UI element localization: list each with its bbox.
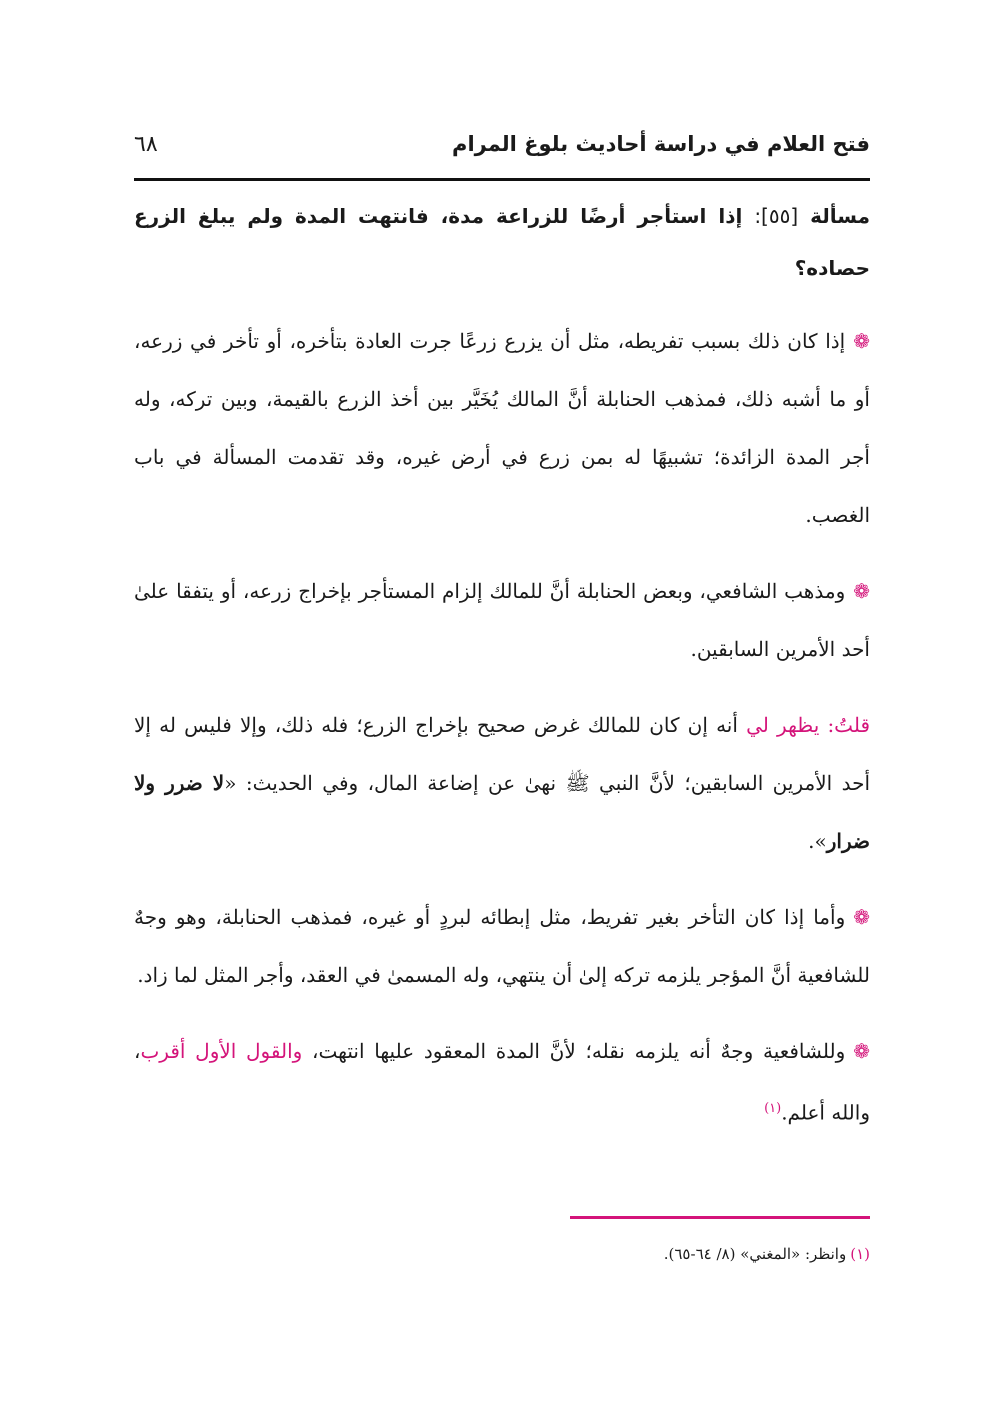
paragraph-5-end: ، والله أعلم. — [134, 1039, 870, 1125]
paragraph-1 — [134, 312, 870, 544]
paragraph-2-text: ومذهب الشافعي، وبعض الحنابلة أنَّ للمالك إلزام المستأجر بإخراج زرعه، أو يتفقا علىٰ أحد الأمرين السابقين. — [134, 579, 870, 661]
header-divider — [134, 178, 870, 181]
footnote — [134, 1242, 870, 1266]
masala-question: إذا استأجر أرضًا للزراعة مدة، فانتهت المدة ولم يبلغ الزرع حصاده؟ — [134, 204, 870, 280]
paragraph-4 — [134, 888, 870, 1004]
footnote-reference[interactable]: (١) — [764, 1101, 782, 1116]
paragraph-3-end: ». — [808, 829, 827, 853]
paragraph-1-text: إذا كان ذلك بسبب تفريطه، مثل أن يزرع زرعًا جرت العادة بتأخره، أو تأخر في زرعه، أو ما أشبه ذلك، فمذهب الحنابلة أنَّ المالك يُخَيَّر بين أخذ الزرع بالقيمة، وبين تركه، وله أجر المدة الزائدة؛ تشبيهًا له بمن زرع في أرض غيره، وقد تقدمت المسألة في باب الغصب. — [134, 329, 870, 527]
masala-heading — [134, 190, 870, 294]
paragraph-5 — [134, 1022, 870, 1142]
hadith-quote: لا ضرر ولا ضرار — [134, 771, 870, 853]
page-number: ٦٨ — [134, 132, 158, 157]
paragraph-5-text: وللشافعية وجهٌ أنه يلزمه نقله؛ لأنَّ المدة المعقود عليها انتهت، — [312, 1039, 846, 1063]
book-title: فتح العلام في دراسة أحاديث بلوغ المرام — [452, 132, 870, 156]
masala-number: [٥٥]: — [754, 204, 799, 228]
flower-bullet-icon: ❁ — [853, 579, 870, 603]
paragraph-2 — [134, 562, 870, 678]
page-body — [134, 190, 870, 1160]
footnote-text: وانظر: «المغني» (٨/ ٦٤-٦٥). — [663, 1245, 847, 1263]
flower-bullet-icon: ❁ — [853, 905, 870, 929]
page-header — [134, 132, 870, 172]
paragraph-4-text: وأما إذا كان التأخر بغير تفريط، مثل إبطائه لبردٍ أو غيره، فمذهب الحنابلة، وهو وجهٌ للشافعية أنَّ المؤجر يلزمه تركه إلىٰ أن ينتهي، وله المسمىٰ في العقد، وأجر المثل لما زاد. — [134, 905, 870, 987]
preferred-opinion: والقول الأول أقرب — [140, 1039, 303, 1063]
flower-bullet-icon: ❁ — [853, 329, 870, 353]
masala-label: مسألة — [810, 204, 871, 228]
paragraph-3-text: أنه إن كان للمالك غرض صحيح بإخراج الزرع؛ فله ذلك، وإلا فليس له إلا أحد الأمرين السابقين؛ لأنَّ النبي ﷺ نهىٰ عن إضاعة المال، وفي الحديث: « — [134, 713, 871, 795]
paragraph-3 — [134, 696, 870, 870]
flower-bullet-icon: ❁ — [853, 1039, 871, 1063]
footnote-number: (١) — [850, 1245, 870, 1263]
footnote-divider — [570, 1216, 870, 1219]
author-opinion-label: قلتُ: يظهر لي — [746, 713, 870, 737]
